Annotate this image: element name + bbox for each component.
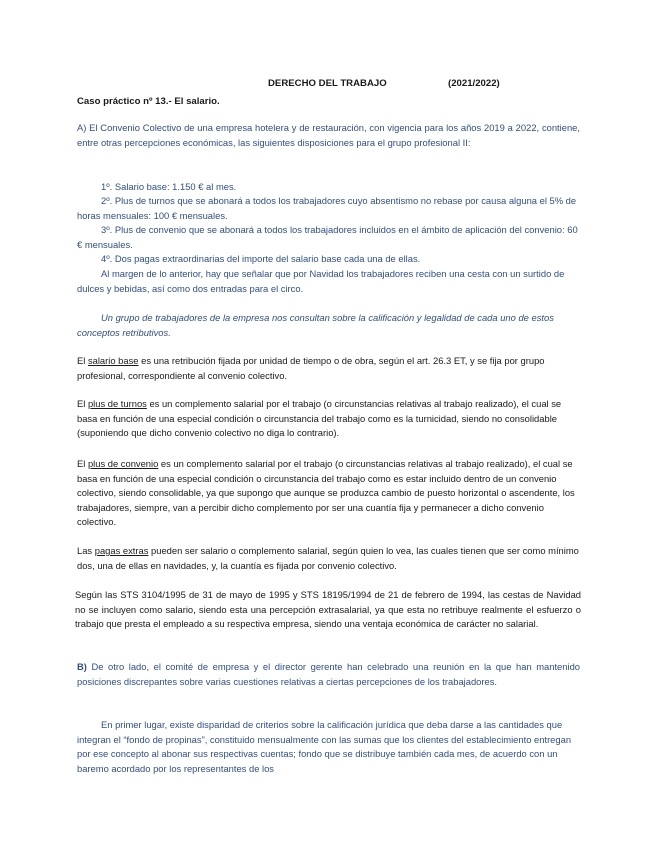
answer-cestas: Según las STS 3104/1995 de 31 de mayo de 1995 y STS 18195/1994 de 21 de febrero de 1994, las cestas de Navidad no se incluyen como salario, siendo esta una percepción extrasalarial, ya que esta no retribuye realmente el esfuerzo o trabajo que presta el empleado a su respectiva empresa, siendo una ventaja económica de carácter no salarial. — [75, 589, 581, 630]
answer-salario-base — [77, 354, 580, 383]
term-pagas-extras: pagas extras — [94, 545, 149, 556]
answer-pre: El — [77, 355, 88, 366]
section-a-intro-text: El Convenio Colectivo de una empresa hotelera y de restauración, con vigencia para los años 2019 a 2022, contiene, entre otras percepciones económicas, las siguientes disposiciones para el grupo profesional II: — [77, 122, 580, 148]
section-a-question: Un grupo de trabajadores de la empresa nos consultan sobre la calificación y legalidad de cada uno de estos conceptos retributivos. — [77, 312, 554, 338]
case-suffix: - El salario. — [168, 96, 220, 107]
section-b-paragraph-1: En primer lugar, existe disparidad de criterios sobre la calificación jurídica que deba darse a las cantidades que integran el “fondo de propinas”, constituido mensualmente con las sumas que los clientes del establecimiento entregan por ese concepto al abonar sus respectivas cuentas; fondo que se distribuye también cada mes, de acuerdo con un baremo acordado por los representantes de los — [77, 719, 572, 774]
case-number: 13. — [155, 96, 169, 107]
answer-plus-turnos — [77, 397, 580, 441]
section-a-item-2: 2º. Plus de turnos que se abonará a todos los trabajadores cuyo absentismo no rebase por causa alguna el 5% de horas mensuales: 100 € mensuales. — [77, 195, 577, 221]
case-prefix: Caso práctico nº — [77, 96, 156, 107]
answer-body: pueden ser salario o complemento salarial, según quien lo vea, las cuales tienen que ser como mínimo dos, una de ellas en navidades, y, la cuantía es fijada por convenio colectivo. — [77, 545, 579, 571]
section-b-intro — [77, 660, 580, 689]
answer-plus-convenio — [77, 457, 580, 530]
answer-pre: El — [77, 398, 88, 409]
section-a-marker: A) — [77, 122, 87, 133]
section-a-item-1: 1º. Salario base: 1.150 € al mes. — [101, 181, 237, 192]
section-a-item-3: 3º. Plus de convenio que se abonará a todos los trabajadores incluidos en el ámbito de aplicación del convenio: 60 € mensuales. — [77, 224, 578, 250]
answer-body: es una retribución fijada por unidad de tiempo o de obra, según el art. 26.3 ET, y se fija por grupo profesional, correspondiente al convenio colectivo. — [77, 355, 545, 381]
section-a-item-4: 4º. Dos pagas extraordinarias del importe del salario base cada una de ellas. — [101, 253, 421, 264]
answer-body: es un complemento salarial por el trabajo (o circunstancias relativas al trabajo realizado), el cual se basa en función de una especial condición o circunstancia del trabajo como es la turnicidad, siendo no consolidable (suponiendo que dicho convenio colectivo no diga lo contrario). — [77, 398, 562, 439]
term-plus-convenio: plus de convenio — [87, 458, 159, 469]
course-title: DERECHO DEL TRABAJO — [268, 78, 387, 89]
answer-pagas-extras — [77, 544, 580, 573]
section-a-extra: Al margen de lo anterior, hay que señalar que por Navidad los trabajadores reciben una cesta con un surtido de dulces y bebidas, así como dos entradas para el circo. — [77, 268, 565, 294]
section-b-marker: B) — [77, 661, 87, 672]
section-a-intro — [77, 121, 580, 150]
academic-year: (2021/2022) — [448, 78, 500, 89]
answer-body: es un complemento salarial por el trabajo (o circunstancias relativas al trabajo realizado), el cual se basa en función de una especial condición o circunstancia del trabajo como es estar incluido dentro de un convenio colectivo, siendo consolidable, ya que supongo que aunque se produzca cambio de puesto horizontal o ascendente, los trabajadores, siempre, van a percibir dicho complemento por ser una cuantía fija y permanecer a dicho convenio colectivo. — [77, 458, 575, 528]
answer-pre: Las — [77, 545, 95, 556]
section-b-intro-text: De otro lado, el comité de empresa y el director gerente han celebrado una reunión en la que han mantenido posiciones discrepantes sobre varias cuestiones relativas a ciertas percepciones de los trabajadores. — [77, 661, 580, 687]
term-plus-turnos: plus de turnos — [87, 398, 147, 409]
case-title — [77, 96, 220, 107]
term-salario-base: salario base — [87, 355, 139, 366]
answer-pre: El — [77, 458, 88, 469]
